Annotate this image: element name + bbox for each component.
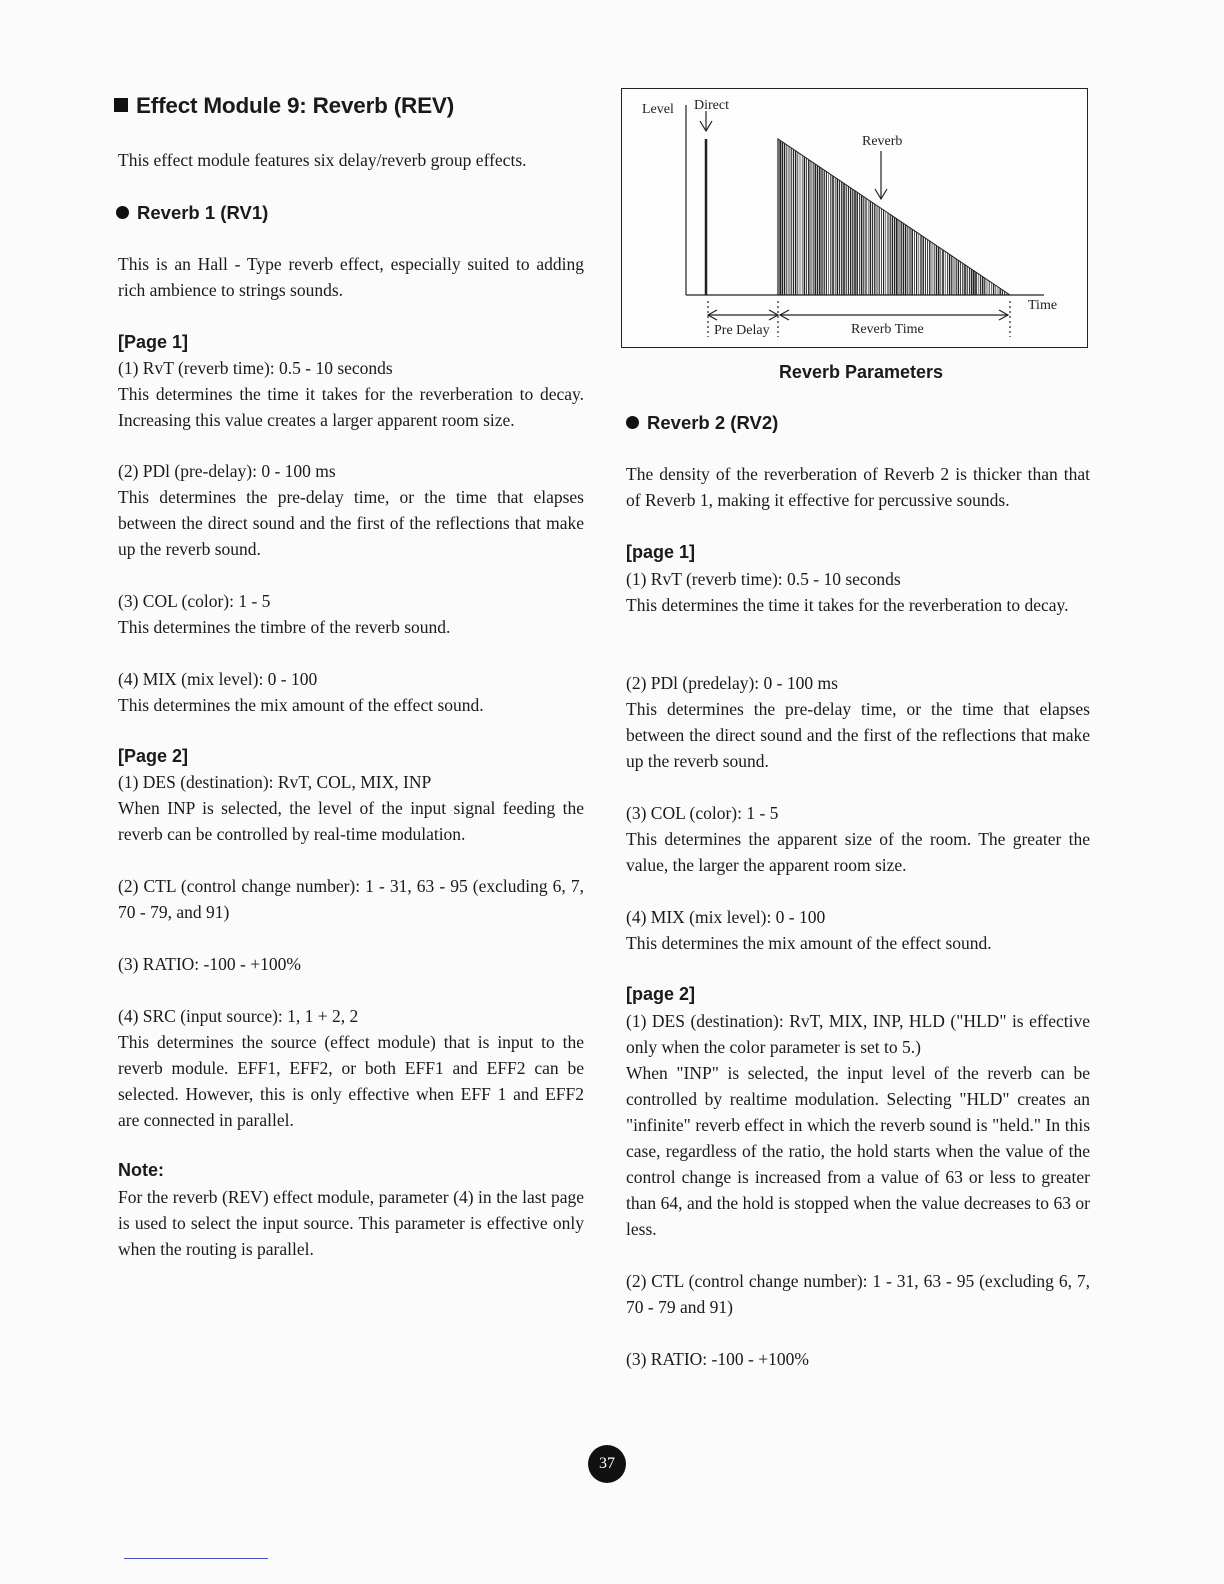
param-block	[118, 951, 584, 977]
bullet-square-icon	[114, 98, 128, 112]
param-label: (1) RvT (reverb time): 0.5 - 10 seconds	[118, 358, 393, 378]
param-text: This determines the mix amount of the effect sound.	[626, 933, 992, 953]
param-text: This determines the source (effect module) that is input to the reverb module. EFF1, EFF2, or both EFF1 and EFF2 can be selected. However, this is only effective when EFF 1 and EFF2 are connected in parallel.	[118, 1032, 584, 1130]
bullet-dot-icon	[626, 416, 639, 429]
param-block	[626, 1268, 1090, 1320]
page-number: 37	[588, 1445, 626, 1483]
param-block	[118, 769, 584, 847]
reverb2-page2-heading: [page 2]	[626, 984, 696, 1004]
param-block	[118, 873, 584, 925]
reverb1-page1-heading: [Page 1]	[118, 332, 189, 352]
param-block	[118, 458, 584, 562]
param-block	[118, 355, 584, 433]
reverbtime-label: Reverb Time	[851, 322, 924, 337]
param-label: (2) CTL (control change number): 1 - 31, 63 - 95 (excluding 6, 7, 70 - 79, and 91)	[118, 876, 584, 922]
param-label: (4) MIX (mix level): 0 - 100	[626, 907, 826, 927]
param-label: (4) MIX (mix level): 0 - 100	[118, 669, 318, 689]
param-label: (1) DES (destination): RvT, MIX, INP, HLD ("HLD" is effective only when the color parameter is set to 5.)	[626, 1011, 1090, 1057]
predelay-label: Pre Delay	[714, 323, 770, 338]
reverb2-heading: Reverb 2 (RV2)	[626, 412, 778, 434]
reverb1-description: This is an Hall - Type reverb effect, especially suited to adding rich ambience to strings sounds.	[118, 254, 584, 300]
param-text: When INP is selected, the level of the input signal feeding the reverb can be controlled by real-time modulation.	[118, 798, 584, 844]
param-text: This determines the apparent size of the room. The greater the value, the larger the apparent room size.	[626, 829, 1090, 875]
param-label: (2) PDl (pre-delay): 0 - 100 ms	[118, 461, 336, 481]
section-title: Effect Module 9: Reverb (REV)	[114, 93, 594, 119]
param-label: (1) RvT (reverb time): 0.5 - 10 seconds	[626, 569, 901, 589]
param-block	[626, 670, 1090, 774]
param-label: (2) PDl (predelay): 0 - 100 ms	[626, 673, 838, 693]
param-text: This determines the timbre of the reverb sound.	[118, 617, 451, 637]
param-block	[626, 566, 1090, 618]
param-block	[626, 800, 1090, 878]
param-text: This determines the pre-delay time, or the time that elapses between the direct sound and the first of the reflections that make up the reverb sound.	[118, 487, 584, 559]
param-label: (3) COL (color): 1 - 5	[118, 591, 271, 611]
reverb2-description: The density of the reverberation of Reverb 2 is thicker than that of Reverb 1, making it effective for percussive sounds.	[626, 464, 1090, 510]
level-label: Level	[642, 102, 674, 117]
param-block	[626, 1008, 1090, 1242]
param-block	[118, 666, 584, 718]
reverb1-heading: Reverb 1 (RV1)	[116, 202, 268, 224]
param-block	[118, 1003, 584, 1133]
reverb1-page2-heading: [Page 2]	[118, 746, 189, 766]
param-label: (1) DES (destination): RvT, COL, MIX, INP	[118, 772, 432, 792]
reverb-label: Reverb	[862, 134, 903, 149]
param-label: (2) CTL (control change number): 1 - 31, 63 - 95 (excluding 6, 7, 70 - 79 and 91)	[626, 1271, 1090, 1317]
reverb2-page1-heading: [page 1]	[626, 542, 696, 562]
direct-label: Direct	[694, 98, 729, 113]
figure-caption: Reverb Parameters	[778, 362, 944, 382]
reverb-diagram	[621, 88, 1088, 348]
note-heading: Note:	[118, 1160, 164, 1180]
param-text: This determines the time it takes for the reverberation to decay. Increasing this value creates a larger apparent room size.	[118, 384, 584, 430]
param-label: (3) RATIO: -100 - +100%	[626, 1349, 809, 1369]
param-label: (3) COL (color): 1 - 5	[626, 803, 779, 823]
param-text: This determines the time it takes for the reverberation to decay.	[626, 595, 1069, 615]
param-label: (3) RATIO: -100 - +100%	[118, 954, 301, 974]
note-text: For the reverb (REV) effect module, parameter (4) in the last page is used to select the input source. This parameter is effective only when the routing is parallel.	[118, 1187, 584, 1259]
param-block	[118, 588, 584, 640]
param-text: When "INP" is selected, the input level of the reverb can be controlled by realtime modulation. Selecting "HLD" creates an "infinite" reverb effect in which the reverb sound is "held." In this case, regardless of the ratio, the hold starts when the value of the control change is increased from a value of 63 or less to greater than 64, and the hold is stopped when the value decreases to 63 or less.	[626, 1063, 1090, 1239]
time-label: Time	[1028, 298, 1058, 313]
bullet-dot-icon	[116, 206, 129, 219]
param-block	[626, 1346, 1090, 1372]
param-block	[626, 904, 1090, 956]
reverb-diagram-svg	[622, 89, 1087, 347]
footer-rule	[124, 1558, 268, 1559]
intro-text: This effect module features six delay/reverb group effects.	[118, 150, 527, 170]
param-label: (4) SRC (input source): 1, 1 + 2, 2	[118, 1006, 359, 1026]
param-text: This determines the pre-delay time, or the time that elapses between the direct sound and the first of the reflections that make up the reverb sound.	[626, 699, 1090, 771]
param-text: This determines the mix amount of the effect sound.	[118, 695, 484, 715]
